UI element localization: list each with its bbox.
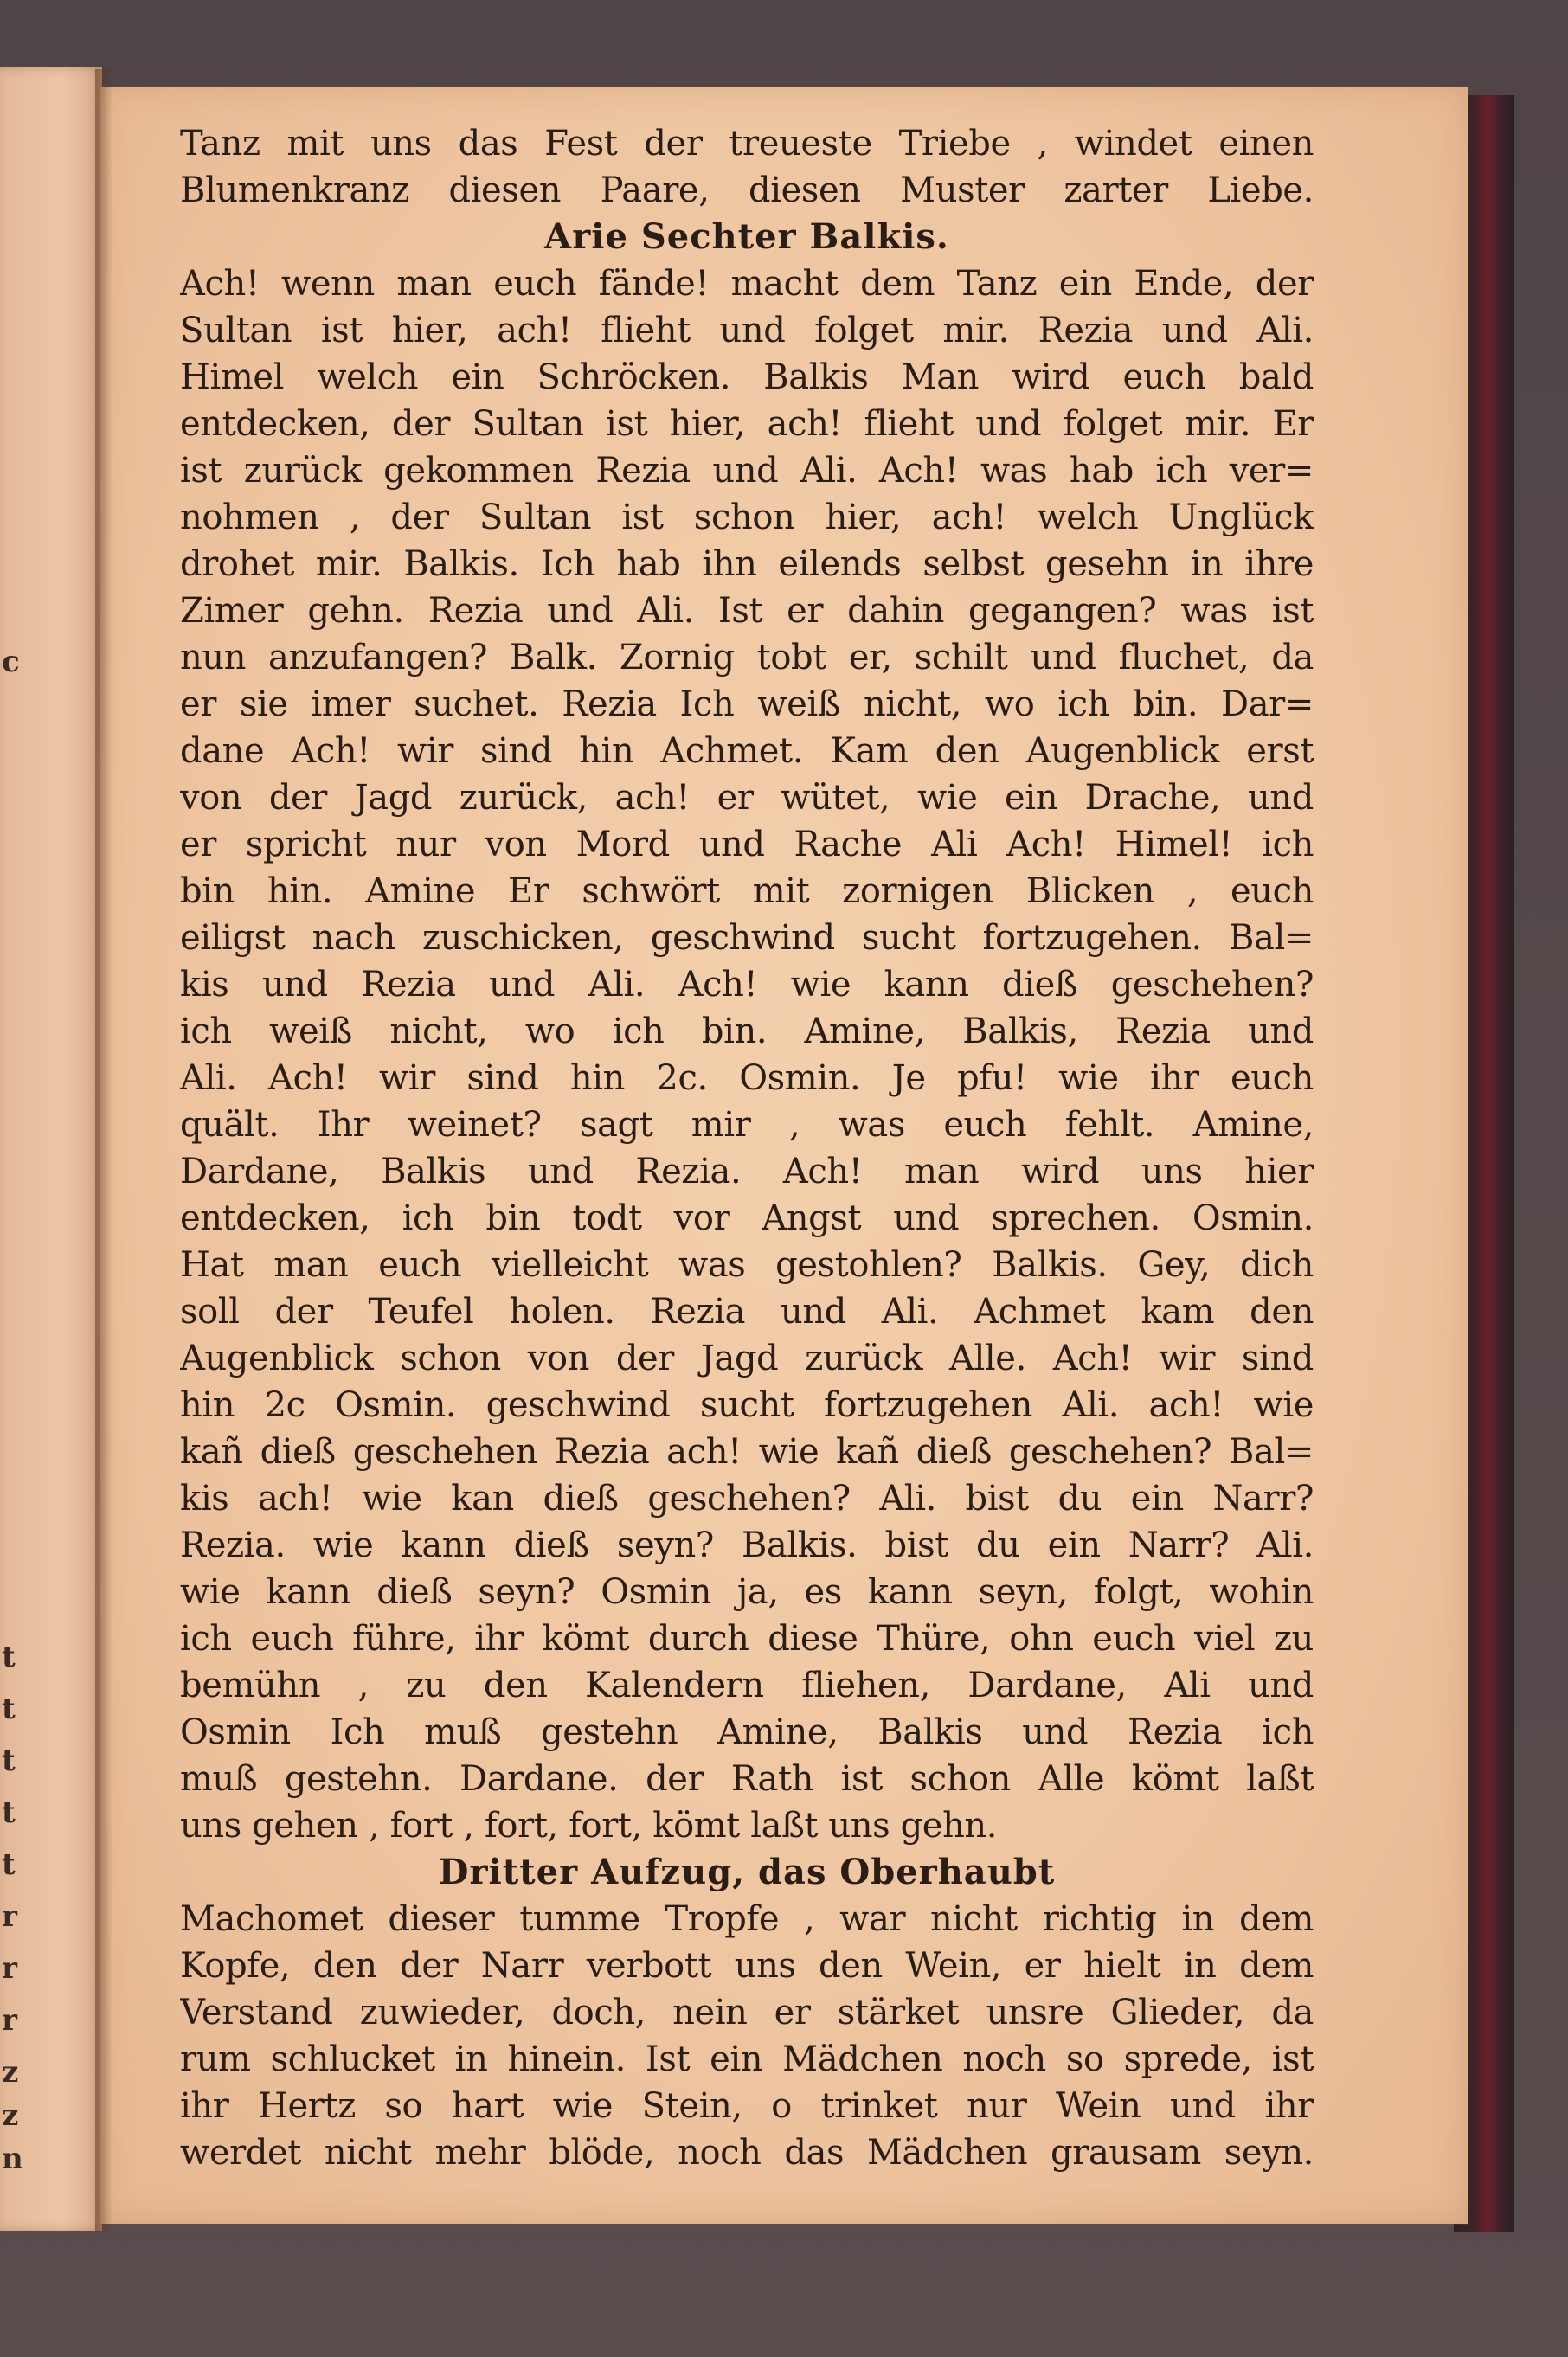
text-line: ich weiß nicht, wo ich bin. Amine, Balkis, Rezia und xyxy=(180,1012,1314,1051)
book-page xyxy=(100,87,1468,2224)
text-line: entdecken, der Sultan ist hier, ach! flieht und folget mir. Er xyxy=(180,404,1314,444)
text-line: er sie imer suchet. Rezia Ich weiß nicht, wo ich bin. Dar= xyxy=(180,684,1314,724)
left-margin-letter: t xyxy=(2,1795,16,1830)
text-line: kis ach! wie kan dieß geschehen? Ali. bist du ein Narr? xyxy=(180,1479,1314,1519)
text-line: bemühn , zu den Kalendern fliehen, Dardane, Ali und xyxy=(180,1666,1314,1705)
text-line: Blumenkranz diesen Paare, diesen Muster zarter Liebe. xyxy=(180,170,1314,210)
left-margin-letter: z xyxy=(2,2098,19,2133)
page-gutter-shadow xyxy=(95,69,112,2232)
text-line: ist zurück gekommen Rezia und Ali. Ach! was hab ich ver= xyxy=(180,451,1314,491)
text-line: Sultan ist hier, ach! flieht und folget mir. Rezia und Ali. xyxy=(180,311,1314,350)
text-line: Himel welch ein Schröcken. Balkis Man wird euch bald xyxy=(180,357,1314,397)
text-line: Dardane, Balkis und Rezia. Ach! man wird uns hier xyxy=(180,1152,1314,1191)
left-margin-letter: t xyxy=(2,1847,16,1882)
text-line: Rezia. wie kann dieß seyn? Balkis. bist du ein Narr? Ali. xyxy=(180,1525,1314,1565)
text-line: Machomet dieser tumme Tropfe , war nicht richtig in dem xyxy=(180,1899,1314,1939)
left-margin-letter: n xyxy=(2,2142,23,2176)
text-line: Hat man euch vielleicht was gestohlen? Balkis. Gey, dich xyxy=(180,1245,1314,1285)
text-line: entdecken, ich bin todt vor Angst und sprechen. Osmin. xyxy=(180,1198,1314,1238)
text-line: bin hin. Amine Er schwört mit zornigen Blicken , euch xyxy=(180,871,1314,911)
left-margin-letter: c xyxy=(2,645,20,679)
text-line: kañ dieß geschehen Rezia ach! wie kañ dieß geschehen? Bal= xyxy=(180,1432,1314,1472)
aria-heading: Arie Sechter Balkis. xyxy=(544,216,949,257)
text-line: ihr Hertz so hart wie Stein, o trinket nur Wein und ihr xyxy=(180,2086,1314,2126)
text-line: Ali. Ach! wir sind hin 2c. Osmin. Je pfu! wie ihr euch xyxy=(180,1058,1314,1098)
text-line: werdet nicht mehr blöde, noch das Mädchen grausam seyn. xyxy=(180,2133,1314,2173)
text-line: von der Jagd zurück, ach! er wütet, wie ein Drache, und xyxy=(180,778,1314,818)
text-line: uns gehen , fort , fort, fort, kömt laßt uns gehn. xyxy=(180,1806,998,1846)
text-line: Osmin Ich muß gestehn Amine, Balkis und Rezia ich xyxy=(180,1712,1314,1752)
text-line: Ach! wenn man euch fände! macht dem Tanz ein Ende, der xyxy=(180,264,1314,304)
left-margin-letter: t xyxy=(2,1692,16,1726)
text-line: soll der Teufel holen. Rezia und Ali. Achmet kam den xyxy=(180,1292,1314,1332)
text-line: muß gestehn. Dardane. der Rath ist schon Alle kömt laßt xyxy=(180,1759,1314,1799)
text-line: ich euch führe, ihr kömt durch diese Thüre, ohn euch viel zu xyxy=(180,1619,1314,1659)
left-page-edge xyxy=(0,67,102,2231)
text-line: er spricht nur von Mord und Rache Ali Ach! Himel! ich xyxy=(180,825,1314,864)
text-line: wie kann dieß seyn? Osmin ja, es kann seyn, folgt, wohin xyxy=(180,1572,1314,1612)
left-margin-letter: t xyxy=(2,1640,16,1674)
left-page-margin-letters xyxy=(2,67,28,2231)
left-margin-letter: z xyxy=(2,2055,19,2090)
text-line: eiligst nach zuschicken, geschwind sucht fortzugehen. Bal= xyxy=(180,918,1314,958)
text-line: dane Ach! wir sind hin Achmet. Kam den Augenblick erst xyxy=(180,731,1314,771)
act-heading: Dritter Aufzug, das Oberhaubt xyxy=(438,1852,1056,1892)
page-text-block xyxy=(180,118,1314,2173)
text-line: quält. Ihr weinet? sagt mir , was euch fehlt. Amine, xyxy=(180,1105,1314,1145)
left-margin-letter: t xyxy=(2,1744,16,1778)
text-line: drohet mir. Balkis. Ich hab ihn eilends selbst gesehn in ihre xyxy=(180,544,1314,584)
text-line: hin 2c Osmin. geschwind sucht fortzugehen Ali. ach! wie xyxy=(180,1385,1314,1425)
left-margin-letter: r xyxy=(2,1899,17,1934)
left-margin-letter: r xyxy=(2,2003,17,2038)
text-line: Augenblick schon von der Jagd zurück Alle. Ach! wir sind xyxy=(180,1339,1314,1378)
text-line: Tanz mit uns das Fest der treueste Triebe , windet einen xyxy=(180,124,1314,164)
text-line: rum schlucket in hinein. Ist ein Mädchen noch so sprede, ist xyxy=(180,2039,1314,2079)
text-line: Zimer gehn. Rezia und Ali. Ist er dahin gegangen? was ist xyxy=(180,591,1314,631)
text-line: nun anzufangen? Balk. Zornig tobt er, schilt und fluchet, da xyxy=(180,638,1314,678)
text-line: nohmen , der Sultan ist schon hier, ach! welch Unglück xyxy=(180,498,1314,537)
left-margin-letter: r xyxy=(2,1951,17,1986)
text-line: Kopfe, den der Narr verbott uns den Wein, er hielt in dem xyxy=(180,1946,1314,1986)
text-line: Verstand zuwieder, doch, nein er stärket unsre Glieder, da xyxy=(180,1993,1314,2033)
text-line: kis und Rezia und Ali. Ach! wie kann dieß geschehen? xyxy=(180,965,1314,1005)
